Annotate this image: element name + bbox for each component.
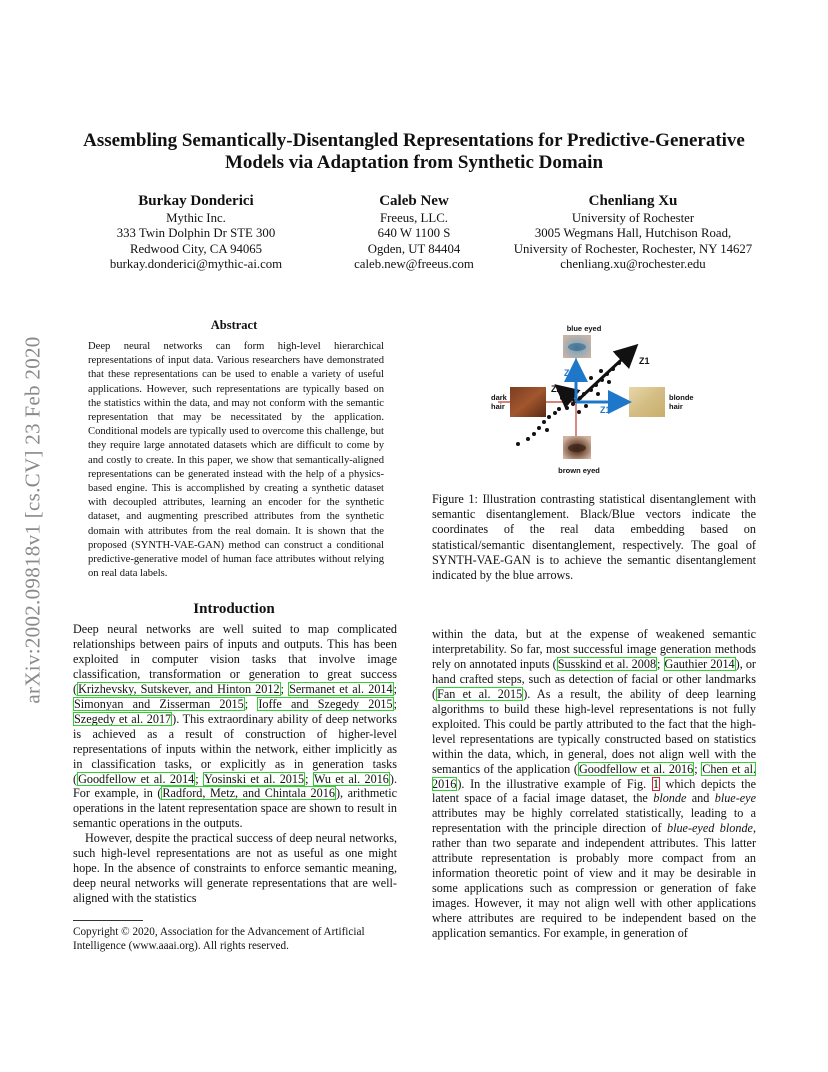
title-line-1: Assembling Semantically-Disentangled Representations for Predictive-Generative [83,130,745,151]
figure-1 [476,318,712,480]
emphasis-blue-eye: blue-eye [714,791,756,806]
footnote-divider [73,920,143,921]
blue-eye-iris-shape [568,343,586,351]
citation-link[interactable]: Radford, Metz, and Chintala 2016 [162,786,335,801]
citation-link[interactable]: Chen et al. 2016 [432,761,756,791]
text-run: ). As a result, the ability of deep learning algorithms to build these high-level representations is not fully exploited. This could be partly attributed to the fact that the high-level representations are typically constructed based on statistics within the data, which, in general, does not align well with the semantics of the application ( [432,686,756,776]
text-run: ; [393,696,398,711]
author-email: chenliang.xu@rochester.edu [560,256,706,271]
citation-link[interactable]: Gauthier 2014 [664,656,735,671]
left-column-body [73,622,397,906]
paper-title [70,130,758,174]
text-run: ; [280,681,289,696]
text-run: within the data, but at the expense of weakened semantic interpretability. So far, most successful image generation methods rely on annotated inputs ( [432,627,756,671]
author-affiliation: Freeus, LLC. [380,211,448,225]
right-column-body [432,627,756,941]
author-address-line-2: Redwood City, CA 94065 [129,241,263,256]
brown-eye-iris-shape [568,444,586,452]
text-run: ). In the illustrative example of Fig. [457,776,652,791]
label-blonde-2: hair [669,402,683,411]
intro-paragraph-3 [432,627,756,941]
author-block-2 [344,193,484,272]
author-address-line-1: 640 W 1100 S [377,226,451,241]
text-run: ). For example, in ( [73,771,398,801]
label-brown-eyed: brown eyed [558,466,600,475]
text-run: which depicts the latent space of a facial image dataset, the [432,776,756,806]
intro-paragraph-1 [73,622,397,831]
text-run: attributes may be highly correlated statistically, leading to a representation with the principle direction of [432,806,756,836]
text-run: ; [657,656,664,671]
citation-link[interactable]: Ioffe and Szegedy 2015 [258,696,393,711]
citation-link[interactable]: Goodfellow et al. 2016 [578,761,694,776]
text-run: ), arithmetic operations in the latent representation space are shown to result in semantic operations in the outputs. [73,786,397,831]
citation-link[interactable]: Szegedy et al. 2017 [74,711,172,726]
author-email: caleb.new@freeus.com [354,256,474,271]
emphasis-blue-eyed-blonde: blue-eyed blonde [666,821,753,836]
author-email: burkay.donderici@mythic-ai.com [109,256,283,271]
label-dark-1: dark [491,393,507,402]
blonde-hair-image [629,387,665,417]
text-run: ). This extraordinary ability of deep networks is achieved as a result of construction of higher-level representations of inputs within the network, either implicitly as in classification tasks, or explicitly as in generation tasks ( [73,711,397,786]
label-blonde-1: blonde [669,393,694,402]
author-name: Burkay Donderici [138,193,254,209]
text-run: ), or hand crafted steps, such as detection of facial or other landmarks ( [432,656,756,701]
citation-link[interactable]: Wu et al. 2016 [313,771,389,786]
text-run: ; [694,761,702,776]
label-dark-2: hair [491,402,505,411]
citation-link[interactable]: Fan et al. 2015 [437,686,523,701]
author-name: Chenliang Xu [588,193,678,209]
label-blue-eyed: blue eyed [566,324,602,333]
author-address-line-1: 333 Twin Dolphin Dr STE 300 [116,226,276,241]
author-affiliation: University of Rochester [571,211,695,225]
arxiv-identifier: arXiv:2002.09818v1 [cs.CV] 23 Feb 2020 [20,336,45,704]
figure-reference-link[interactable]: 1 [652,776,659,791]
author-name: Caleb New [379,193,449,209]
arxiv-sidebar [18,285,48,755]
author-block-3 [503,193,763,272]
citation-link[interactable]: Susskind et al. 2008 [557,656,657,671]
citation-link[interactable]: Goodfellow et al. 2014 [78,771,195,786]
text-run: ; [305,771,313,786]
label-z2: Z2 [551,384,562,394]
dark-hair-image [510,387,546,417]
citation-link[interactable]: Yosinski et al. 2015 [203,771,305,786]
text-run: ; [393,681,397,696]
abstract-heading: Abstract [210,318,258,332]
author-block-1 [103,193,289,272]
figure-1-caption: Figure 1: Illustration contrasting statistical disentanglement with semantic disentanglement. Black/Blue vectors indicate the coordinates of the real data embedding based on statistical/semantic disentanglement, respectively. The goal of SYNTH-VAE-GAN is to achieve the semantic disentanglement indicated by the blue arrows. [432,492,756,583]
citation-link[interactable]: Sermanet et al. 2014 [289,681,393,696]
emphasis-blonde: blonde [653,791,687,806]
copyright-footnote: Copyright © 2020, Association for the Advancement of Artificial Intelligence (www.aaai.org). All rights reserved. [73,926,365,952]
citation-link[interactable]: Simonyan and Zisserman 2015 [74,696,244,711]
text-run: Deep neural networks are well suited to map complicated relationships between pairs of inputs and outputs. This has been exploited in computer vision tasks that involve image classification, transformation or generation to great success ( [73,622,397,696]
author-address-line-2: University of Rochester, Rochester, NY 14627 [513,241,753,256]
label-z1-prime: Z1' [600,405,613,415]
author-address-line-2: Ogden, UT 84404 [367,241,461,256]
label-z1: Z1 [639,356,650,366]
text-run: ; [195,771,203,786]
text-run: ; [244,696,258,711]
author-address-line-1: 3005 Wegmans Hall, Hutchison Road, [534,226,732,241]
title-line-2: Models via Adaptation from Synthetic Domain [224,152,604,173]
label-z2-prime: Z2' [564,368,577,378]
author-affiliation: Mythic Inc. [166,211,226,225]
abstract-text: Deep neural networks can form high-level hierarchical representations of input data. Various researchers have demonstrated that these representations can be used to enable a variety of useful applications. However, such representations are typically based on the statistics within the data, and may not conform with the semantic representation that may be necessitated by the application. Conditional models are typically used to overcome this challenge, but they require large annotated datasets which are difficult to come by and costly to create. In this paper, we show that semantically-aligned representations can be generated instead with the help of a physics-based engine. This is accomplished by creating a synthetic dataset with decoupled attributes, learning an encoder for the synthetic dataset, and augmenting prescribed attributes from the synthetic domain with attributes from the real domain. It is shown that the proposed (SYNTH-VAE-GAN) method can construct a conditional predictive-generative model of human face attributes without relying on real data labels. [88,341,384,580]
text-run: and [686,791,715,806]
introduction-heading: Introduction [193,601,275,617]
text-run: , rather than two separate and independent attributes. This latter attribute representation is probably more compact from an information theoretic point of view and it may be desirable in some applications such as compression or generation of fake images. However, it may not align well with other applications where attributes are required to be independent based on the application semantics. For example, in generation of [432,821,756,941]
citation-link[interactable]: Krizhevsky, Sutskever, and Hinton 2012 [78,681,280,696]
intro-paragraph-2: However, despite the practical success of deep neural networks, such high-level representations are not as useful as one might hope. In the absence of constraints to enforce semantic meaning, deep neural networks will generate representations that are well-aligned with the statistics [73,831,397,906]
latent-space-diagram [476,318,712,480]
